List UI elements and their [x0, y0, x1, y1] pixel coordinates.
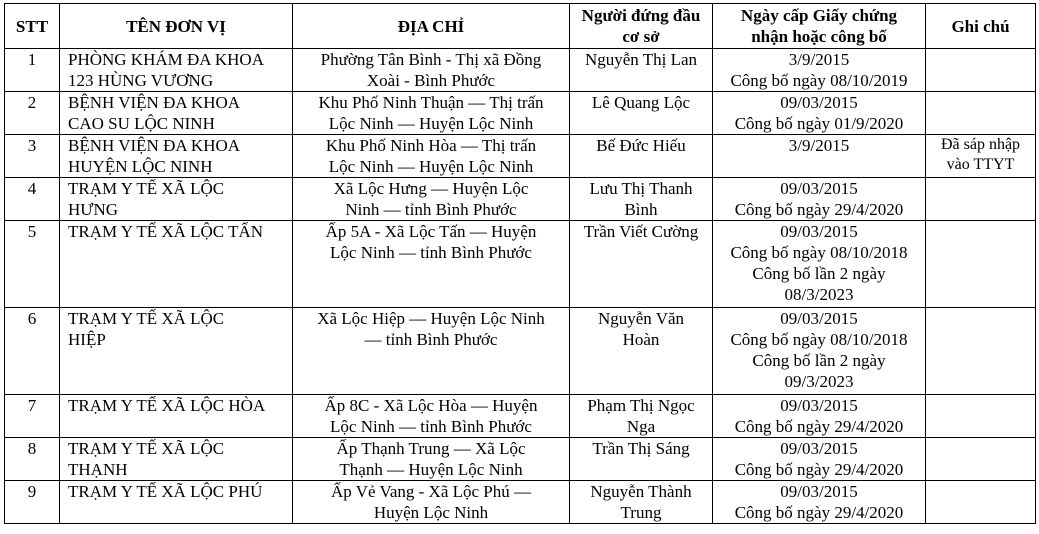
certificate-date-line: Công bố ngày 29/4/2020 [734, 417, 904, 436]
address-line: Khu Phố Ninh Thuận — Thị trấn [318, 93, 544, 112]
unit-name-line: HƯNG [68, 200, 119, 219]
table-row [5, 481, 1036, 524]
certificate-date-cell [713, 221, 926, 308]
head-person-line: Trần Thị Sáng [592, 439, 690, 458]
unit-name-line: HUYỆN LỘC NINH [68, 157, 213, 176]
unit-name-cell [60, 395, 293, 438]
head-person-line: Lưu Thị Thanh [589, 179, 693, 198]
certificate-date-line: 09/03/2015 [780, 179, 858, 198]
unit-name-line: THẠNH [68, 460, 128, 479]
certificate-date-line: Công bố ngày 01/9/2020 [734, 114, 904, 133]
table-row [5, 438, 1036, 481]
certificate-date-line: 09/03/2015 [780, 222, 858, 241]
note-cell [926, 49, 1036, 92]
certificate-date-line: Công bố ngày 08/10/2019 [730, 71, 908, 90]
head-person-line: Bế Đức Hiếu [596, 136, 686, 155]
address-line: Khu Phố Ninh Hòa — Thị trấn [325, 136, 537, 155]
certificate-date-line: Công bố ngày 08/10/2018 [730, 243, 908, 262]
unit-name-line: 123 HÙNG VƯƠNG [68, 71, 214, 90]
address-line: Lộc Ninh — tỉnh Bình Phước [330, 243, 532, 262]
unit-name-cell [60, 221, 293, 308]
unit-name-cell [60, 481, 293, 524]
head-person-line: Lê Quang Lộc [591, 93, 691, 112]
certificate-date-line: Công bố lần 2 ngày [752, 351, 886, 370]
address-line: Ấp 5A - Xã Lộc Tấn — Huyện [325, 222, 537, 241]
head-person-cell [570, 438, 713, 481]
certificate-date-line: 09/3/2023 [784, 372, 854, 391]
certificate-date-line: 3/9/2015 [788, 136, 850, 155]
stt-cell: 1 [5, 49, 60, 92]
unit-name-line: PHÒNG KHÁM ĐA KHOA [68, 50, 264, 69]
unit-name-line: TRẠM Y TẾ XÃ LỘC PHÚ [68, 482, 263, 501]
certificate-date-cell [713, 135, 926, 178]
head-person-cell [570, 92, 713, 135]
address-line: Lộc Ninh — tỉnh Bình Phước [330, 417, 532, 436]
facility-table [4, 3, 1036, 524]
unit-name-cell [60, 49, 293, 92]
header-head [570, 4, 713, 49]
address-line: Xã Lộc Hiệp — Huyện Lộc Ninh [317, 309, 545, 328]
certificate-date-cell [713, 92, 926, 135]
address-line: — tỉnh Bình Phước [364, 330, 498, 349]
head-person-cell [570, 221, 713, 308]
unit-name-line: TRẠM Y TẾ XÃ LỘC [68, 439, 225, 458]
address-cell [293, 92, 570, 135]
address-cell [293, 49, 570, 92]
address-line: Lộc Ninh — Huyện Lộc Ninh [328, 114, 534, 133]
header-head-line-1: Người đứng đầu [581, 6, 701, 25]
unit-name-line: HIỆP [68, 330, 106, 349]
table-row [5, 135, 1036, 178]
stt-cell: 3 [5, 135, 60, 178]
address-line: Ấp Thạnh Trung — Xã Lộc [336, 439, 526, 458]
table-row [5, 178, 1036, 221]
address-cell [293, 221, 570, 308]
unit-name-line: TRẠM Y TẾ XÃ LỘC [68, 309, 225, 328]
note-cell [926, 221, 1036, 308]
address-line: Phường Tân Bình - Thị xã Đồng [320, 50, 542, 69]
header-stt: STT [5, 4, 60, 49]
head-person-line: Phạm Thị Ngọc [587, 396, 695, 415]
unit-name-line: TRẠM Y TẾ XÃ LỘC TẤN [68, 222, 264, 241]
address-line: Ấp 8C - Xã Lộc Hòa — Huyện [324, 396, 538, 415]
address-line: Ninh — tỉnh Bình Phước [345, 200, 517, 219]
address-cell [293, 481, 570, 524]
header-row [5, 4, 1036, 49]
address-cell [293, 395, 570, 438]
certificate-date-line: 09/03/2015 [780, 396, 858, 415]
note-cell [926, 481, 1036, 524]
certificate-date-cell [713, 49, 926, 92]
table-row [5, 395, 1036, 438]
unit-name-line: TRẠM Y TẾ XÃ LỘC HÒA [68, 396, 266, 415]
certificate-date-line: 09/03/2015 [780, 309, 858, 328]
unit-name-line: BỆNH VIỆN ĐA KHOA [68, 93, 241, 112]
note-cell [926, 438, 1036, 481]
note-line: Đã sáp nhập [940, 136, 1021, 153]
certificate-date-line: 09/03/2015 [780, 482, 858, 501]
address-line: Lộc Ninh — Huyện Lộc Ninh [328, 157, 534, 176]
unit-name-line: CAO SU LỘC NINH [68, 114, 215, 133]
address-line: Huyện Lộc Ninh [373, 503, 489, 522]
certificate-date-line: Công bố ngày 08/10/2018 [730, 330, 908, 349]
certificate-date-line: 08/3/2023 [784, 285, 854, 304]
head-person-line: Nguyễn Thị Lan [584, 50, 698, 69]
table-body [5, 49, 1036, 524]
note-cell [926, 178, 1036, 221]
certificate-date-line: Công bố ngày 29/4/2020 [734, 460, 904, 479]
unit-name-cell [60, 308, 293, 395]
table-row [5, 49, 1036, 92]
head-person-line: Hoàn [622, 330, 660, 349]
head-person-line: Bình [624, 200, 658, 219]
unit-name-line: TRẠM Y TẾ XÃ LỘC [68, 179, 225, 198]
note-cell [926, 395, 1036, 438]
stt-cell: 2 [5, 92, 60, 135]
head-person-line: Trần Viết Cường [583, 222, 699, 241]
stt-cell: 9 [5, 481, 60, 524]
head-person-line: Trung [620, 503, 662, 522]
stt-cell: 6 [5, 308, 60, 395]
head-person-cell [570, 49, 713, 92]
table-row [5, 221, 1036, 308]
stt-cell: 5 [5, 221, 60, 308]
address-cell [293, 178, 570, 221]
header-head-line-2: cơ sở [622, 27, 660, 46]
head-person-line: Nguyễn Văn [597, 309, 685, 328]
certificate-date-cell [713, 481, 926, 524]
table-row [5, 308, 1036, 395]
certificate-date-line: 09/03/2015 [780, 93, 858, 112]
address-line: Ấp Vẻ Vang - Xã Lộc Phú — [330, 482, 532, 501]
header-address: ĐỊA CHỈ [293, 4, 570, 49]
certificate-date-cell [713, 178, 926, 221]
note-cell [926, 308, 1036, 395]
head-person-line: Nga [626, 417, 656, 436]
stt-cell: 8 [5, 438, 60, 481]
table-row [5, 92, 1036, 135]
address-line: Xã Lộc Hưng — Huyện Lộc [333, 179, 529, 198]
head-person-cell [570, 395, 713, 438]
head-person-cell [570, 178, 713, 221]
address-line: Xoài - Bình Phước [366, 71, 496, 90]
unit-name-cell [60, 438, 293, 481]
note-line: vào TTYT [946, 156, 1015, 173]
unit-name-cell [60, 178, 293, 221]
unit-name-cell [60, 135, 293, 178]
note-cell [926, 92, 1036, 135]
address-cell [293, 438, 570, 481]
head-person-cell [570, 308, 713, 395]
head-person-cell [570, 135, 713, 178]
certificate-date-line: 09/03/2015 [780, 439, 858, 458]
header-date-line-1: Ngày cấp Giấy chứng [740, 6, 898, 25]
unit-name-cell [60, 92, 293, 135]
stt-cell: 7 [5, 395, 60, 438]
certificate-date-line: 3/9/2015 [788, 50, 850, 69]
header-name: TÊN ĐƠN VỊ [60, 4, 293, 49]
head-person-line: Nguyễn Thành [590, 482, 692, 501]
certificate-date-cell [713, 438, 926, 481]
unit-name-line: BỆNH VIỆN ĐA KHOA [68, 136, 241, 155]
note-cell [926, 135, 1036, 178]
stt-cell: 4 [5, 178, 60, 221]
address-cell [293, 135, 570, 178]
certificate-date-cell [713, 395, 926, 438]
header-note: Ghi chú [926, 4, 1036, 49]
certificate-date-cell [713, 308, 926, 395]
address-cell [293, 308, 570, 395]
certificate-date-line: Công bố lần 2 ngày [752, 264, 886, 283]
header-date [713, 4, 926, 49]
head-person-cell [570, 481, 713, 524]
address-line: Thạnh — Huyện Lộc Ninh [339, 460, 523, 479]
certificate-date-line: Công bố ngày 29/4/2020 [734, 200, 904, 219]
certificate-date-line: Công bố ngày 29/4/2020 [734, 503, 904, 522]
header-date-line-2: nhận hoặc công bố [751, 27, 887, 46]
